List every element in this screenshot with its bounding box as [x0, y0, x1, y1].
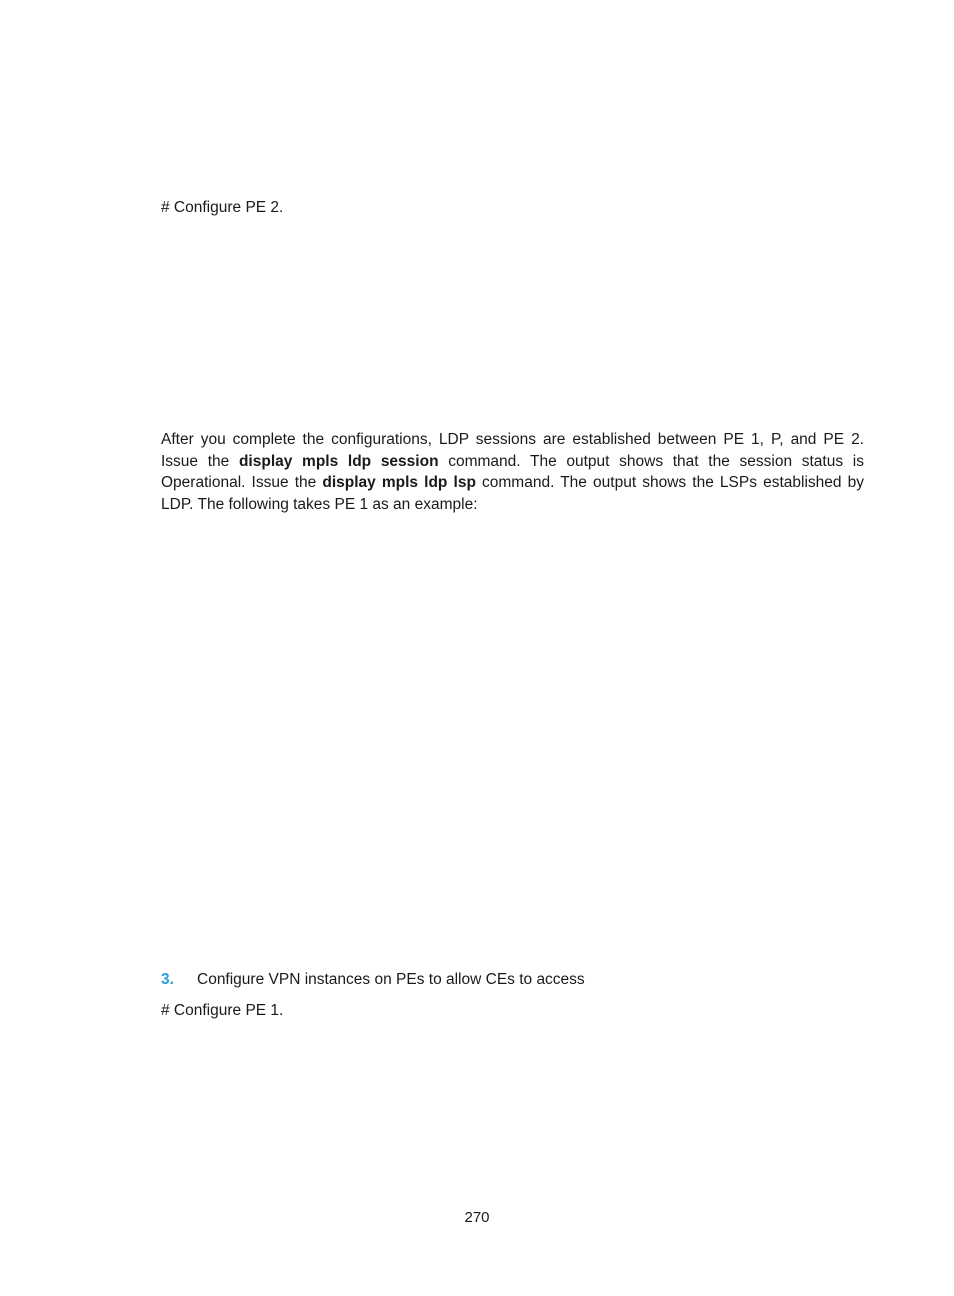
step-title: Configure VPN instances on PEs to allow CEs to access: [197, 971, 585, 988]
configure-pe1-instruction: # Configure PE 1.: [161, 1002, 284, 1019]
paragraph-text: command. The output shows the LSPs established by LDP. The following takes PE 1 as an example:: [161, 474, 864, 513]
command-display-mpls-ldp-lsp: display mpls ldp lsp: [322, 474, 476, 491]
configure-pe2-instruction: # Configure PE 2.: [161, 199, 284, 216]
paragraph-text: After you complete the configurations, LDP sessions are established between PE 1, P, and PE 2. Issue the: [161, 431, 864, 470]
step-number: 3.: [161, 971, 174, 988]
command-display-mpls-ldp-session: display mpls ldp session: [238, 452, 439, 470]
page-number: 270: [464, 1209, 490, 1226]
step-3-heading: [161, 969, 585, 991]
paragraph-text: command. The output shows that the session status is Operational. Issue the: [161, 452, 864, 491]
ldp-session-paragraph: [161, 429, 864, 515]
